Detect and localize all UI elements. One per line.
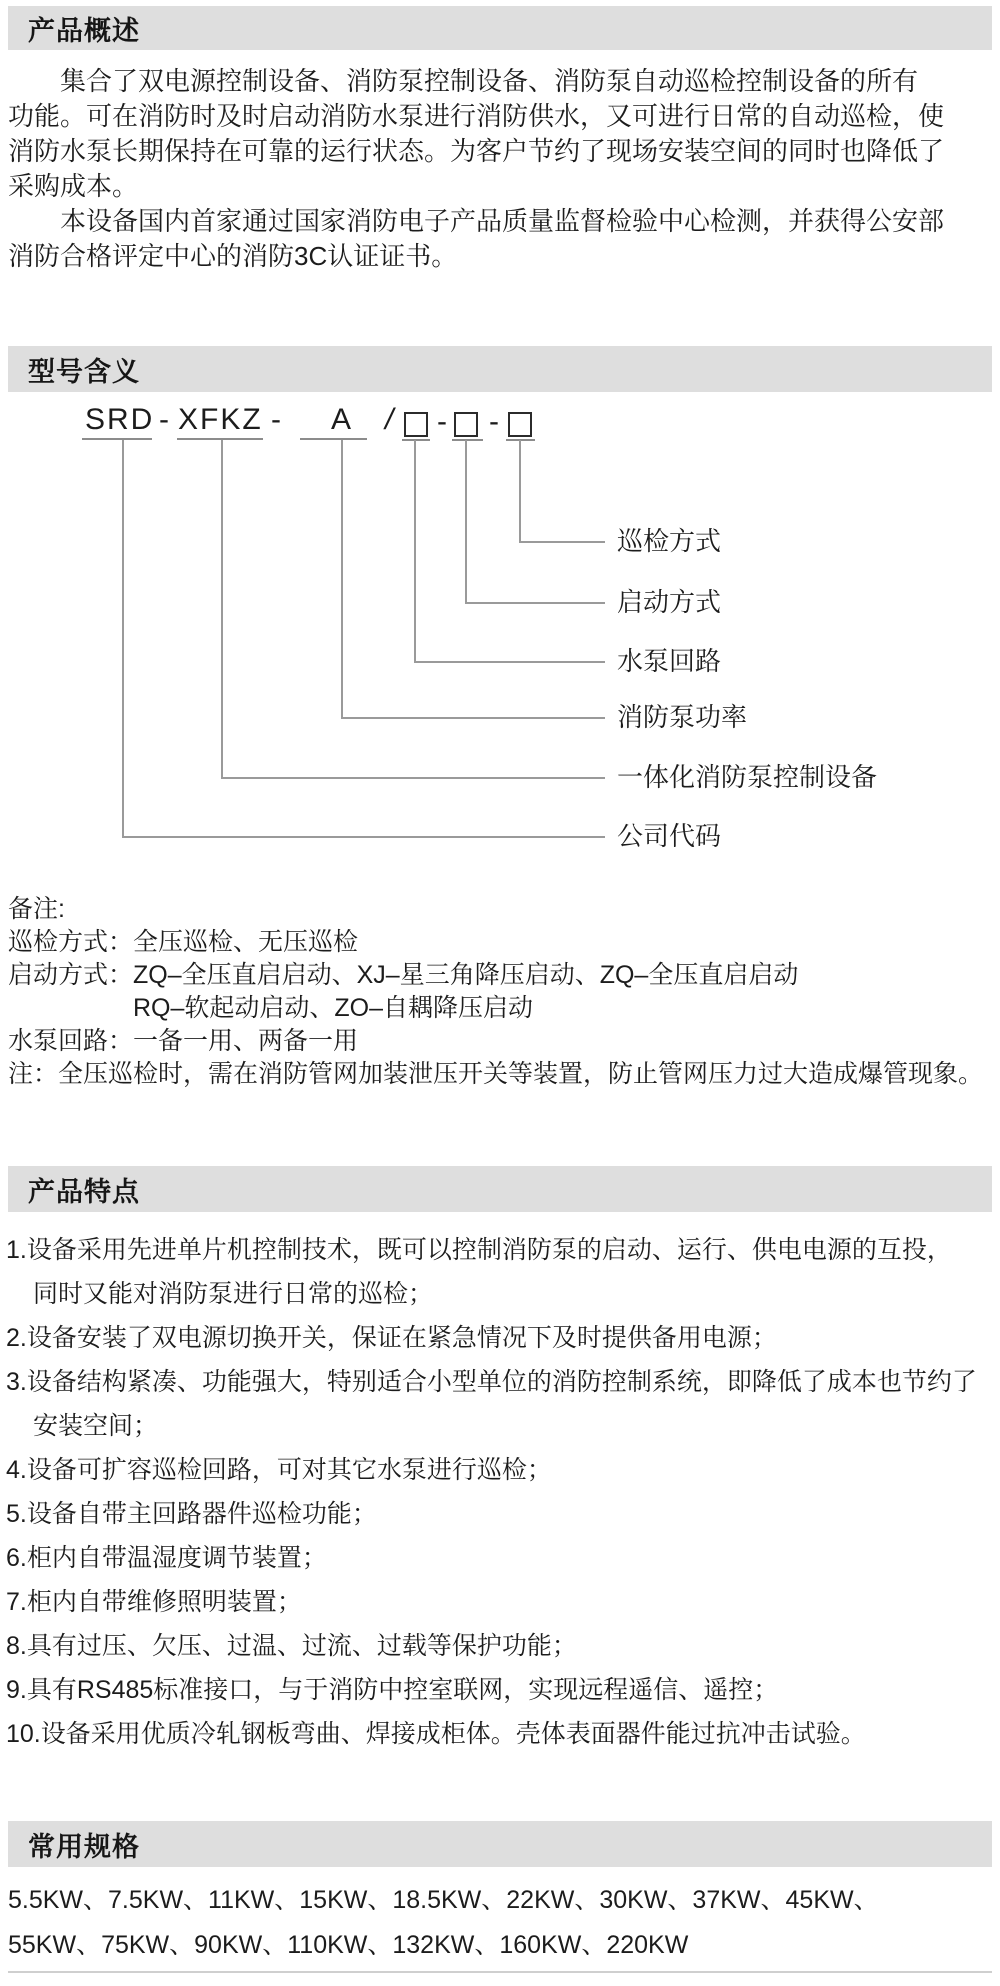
model-label-inspection-mode: 巡检方式 bbox=[617, 526, 722, 556]
model-label-pump-circuit: 水泵回路 bbox=[617, 646, 722, 676]
overview-line: 消防水泵长期保持在可靠的运行状态。为客户节约了现场安装空间的同时也降低了 bbox=[8, 136, 945, 166]
notes-line: 注：全压巡检时，需在消防管网加装泄压开关等装置，防止管网压力过大造成爆管现象。 bbox=[8, 1060, 984, 1088]
connector-horizontal-line bbox=[414, 661, 605, 663]
overview-line: 集合了双电源控制设备、消防泵控制设备、消防泵自动巡检控制设备的所有 bbox=[60, 66, 919, 96]
section-title: 常用规格 bbox=[28, 1831, 140, 1862]
model-code-dash: - bbox=[271, 403, 283, 436]
overview-line: 本设备国内首家通过国家消防电子产品质量监督检验中心检测，并获得公安部 bbox=[60, 206, 945, 236]
overview-line: 功能。可在消防时及时启动消防水泵进行消防供水，又可进行日常的自动巡检，使 bbox=[8, 101, 945, 131]
model-label-start-mode: 启动方式 bbox=[617, 587, 722, 617]
notes-line: 启动方式：ZQ–全压直启启动、XJ–星三角降压启动、ZQ–全压直启启动 bbox=[8, 961, 799, 989]
notes-line: 巡检方式：全压巡检、无压巡检 bbox=[8, 928, 359, 956]
connector-horizontal-line bbox=[465, 602, 605, 604]
feature-line: 10.设备采用优质冷轧钢板弯曲、焊接成柜体。壳体表面器件能过抗冲击试验。 bbox=[6, 1720, 866, 1748]
feature-line: 7.柜内自带维修照明装置； bbox=[6, 1588, 302, 1616]
feature-line: 6.柜内自带温湿度调节装置； bbox=[6, 1544, 327, 1572]
segment-underline bbox=[177, 438, 263, 440]
model-code-placeholder-box bbox=[454, 412, 478, 437]
section-title: 型号含义 bbox=[28, 356, 140, 387]
model-code-dash: - bbox=[437, 405, 449, 438]
feature-line: 2.设备安装了双电源切换开关，保证在紧急情况下及时提供备用电源； bbox=[6, 1324, 777, 1352]
overview-line: 采购成本。 bbox=[8, 171, 139, 201]
notes-line: RQ–软起动启动、ZO–自耦降压启动 bbox=[133, 994, 534, 1022]
connector-horizontal-line bbox=[221, 777, 605, 779]
feature-line: 8.具有过压、欠压、过温、过流、过载等保护功能； bbox=[6, 1632, 577, 1660]
connector-vertical-line bbox=[414, 440, 416, 661]
model-meaning-diagram bbox=[0, 405, 1000, 865]
model-label-pump-power: 消防泵功率 bbox=[617, 702, 748, 732]
model-code-placeholder-box bbox=[404, 412, 428, 437]
feature-line: 同时又能对消防泵进行日常的巡检； bbox=[33, 1280, 434, 1308]
overview-line: 消防合格评定中心的消防3C认证证书。 bbox=[8, 241, 458, 271]
segment-underline bbox=[82, 438, 152, 440]
section-title: 产品概述 bbox=[28, 15, 140, 46]
connector-vertical-line bbox=[519, 440, 521, 541]
spec-line: 5.5KW、7.5KW、11KW、15KW、18.5KW、22KW、30KW、37KW、45KW、 bbox=[8, 1886, 879, 1914]
model-code-dash: - bbox=[159, 403, 171, 436]
feature-line: 4.设备可扩容巡检回路，可对其它水泵进行巡检； bbox=[6, 1456, 552, 1484]
section-header-model bbox=[8, 346, 992, 392]
feature-line: 5.设备自带主回路器件巡检功能； bbox=[6, 1500, 377, 1528]
segment-underline bbox=[452, 439, 483, 441]
connector-vertical-line bbox=[341, 440, 343, 717]
section-title: 产品特点 bbox=[28, 1176, 140, 1207]
feature-line: 9.具有RS485标准接口，与于消防中控室联网，实现远程遥信、遥控； bbox=[6, 1676, 779, 1704]
section-header-specs bbox=[8, 1821, 992, 1867]
model-label-company-code: 公司代码 bbox=[617, 821, 722, 851]
notes-line: 水泵回路：一备一用、两备一用 bbox=[8, 1027, 359, 1055]
model-code-placeholder-box bbox=[508, 412, 532, 437]
section-header-features bbox=[8, 1166, 992, 1212]
spec-list bbox=[8, 1878, 994, 1968]
overview-paragraphs bbox=[8, 64, 994, 274]
connector-vertical-line bbox=[465, 440, 467, 602]
notes-title: 备注: bbox=[8, 895, 65, 923]
spec-line: 55KW、75KW、90KW、110KW、132KW、160KW、220KW bbox=[8, 1931, 689, 1959]
feature-line: 3.设备结构紧凑、功能强大，特别适合小型单位的消防控制系统，即降低了成本也节约了 bbox=[6, 1368, 977, 1396]
model-code-slash: / bbox=[385, 403, 396, 436]
section-header-overview bbox=[8, 6, 992, 50]
model-code-product: XFKZ bbox=[178, 403, 263, 436]
model-code-company: SRD bbox=[85, 403, 155, 436]
connector-vertical-line bbox=[122, 440, 124, 836]
segment-underline bbox=[300, 438, 367, 440]
model-label-integrated-device: 一体化消防泵控制设备 bbox=[617, 762, 878, 792]
feature-line: 安装空间； bbox=[33, 1412, 159, 1440]
model-code-power: A bbox=[331, 403, 354, 436]
connector-horizontal-line bbox=[519, 541, 605, 543]
model-notes bbox=[8, 893, 994, 1091]
model-code-dash: - bbox=[489, 405, 501, 438]
bottom-divider bbox=[8, 1971, 992, 1973]
connector-horizontal-line bbox=[122, 836, 605, 838]
feature-line: 1.设备采用先进单片机控制技术，既可以控制消防泵的启动、运行、供电电源的互投， bbox=[6, 1236, 952, 1264]
segment-underline bbox=[402, 439, 430, 441]
connector-horizontal-line bbox=[341, 717, 605, 719]
feature-list bbox=[6, 1228, 996, 1756]
connector-vertical-line bbox=[221, 440, 223, 777]
